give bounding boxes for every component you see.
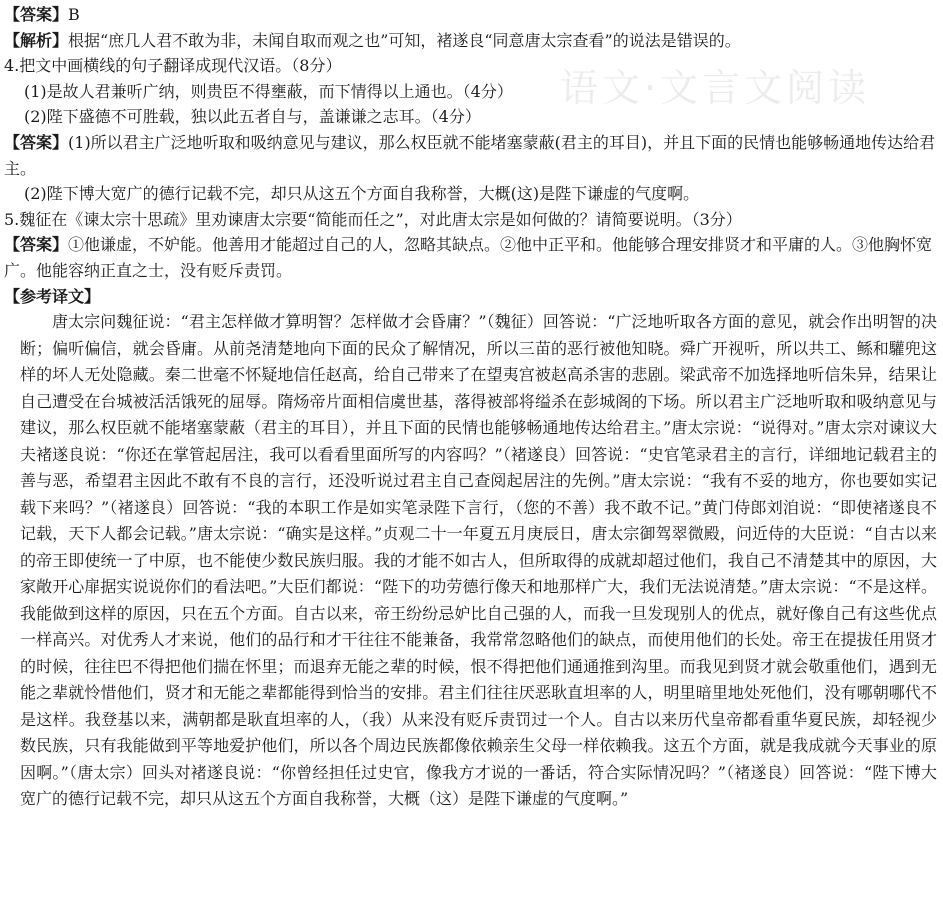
q4-item-1: (1)是故人君兼听广纳，则贵臣不得壅蔽，而下情得以上通也。（4分） (24, 81, 513, 101)
q3-answer-line (4, 2, 937, 28)
q4-question: 4.把文中画横线的句子翻译成现代汉语。（8分） (4, 56, 342, 76)
q4-answer-1-line (4, 130, 937, 181)
translation-heading (4, 284, 937, 310)
faded-header-watermark: 语文·文言文阅读 (560, 66, 871, 110)
q5-question: 5.魏征在《谏太宗十思疏》里劝谏唐太宗要“简能而任之”，对此唐太宗是如何做的？请简要说明。（3分） (4, 209, 742, 229)
translation-body: 唐太宗问魏征说：“君主怎样做才算明智？怎样做才会昏庸？”（魏征）回答说：“广泛地听取各方面的意见，就会作出明智的决断；偏听偏信，就会昏庸。从前尧清楚地向下面的民众了解情况，所以三苗的恶行被他知晓。舜广开视听，所以共工、鲧和驩兜这样的坏人无处隐藏。秦二世毫不怀疑地信任赵高，给自己带来了在望夷宫被赵高杀害的悲剧。梁武帝不加选择地听信朱异，结果让自己遭受在台城被活活饿死的屈辱。隋炀帝片面相信虞世基，落得被部将缢杀在彭城阁的下场。所以君主广泛地听取和吸纳意见与建议，那么权臣就不能堵塞蒙蔽（君主的耳目），并且下面的民情也能够畅通地传达给君主。”唐太宗说：“说得对。”唐太宗对谏议大夫褚遂良说：“你还在掌管起居注，我可以看看里面所写的内容吗？”（褚遂良）回答说：“史官笔录君主的言行，详细地记载君主的善与恶，希望君主因此不敢有不良的言行，还没听说过君主自己查阅起居注的先例。”唐太宗说：“我有不妥的地方，你也要如实记载下来吗？”（褚遂良）回答说：“我的本职工作是如实笔录陛下言行，（您的不善）我不敢不记。”黄门侍郎刘洎说：“即使褚遂良不记载，天下人都会记载。”唐太宗说：“确实是这样。”贞观二十一年夏五月庚辰日，唐太宗御驾翠微殿，问近侍的大臣说：“自古以来的帝王即使统一了中原，也不能使少数民族归服。我的才能不如古人，但所取得的成就却超过他们，我自己不清楚其中的原因，大家敞开心扉据实说说你们的看法吧。”大臣们都说：“陛下的功劳德行像天和地那样广大，我们无法说清楚。”唐太宗说：“不是这样。我能做到这样的原因，只在五个方面。自古以来，帝王纷纷忌妒比自己强的人，而我一旦发现别人的优点，就好像自己有这些优点一样高兴。对优秀人才来说，他们的品行和才干往往不能兼备，我常常忽略他们的缺点，而使用他们的长处。帝王在提拔任用贤才的时候，往往巴不得把他们揣在怀里；而退弃无能之辈的时候，恨不得把他们通通推到沟里。而我见到贤才就会敬重他们，遇到无能之辈就怜惜他们，贤才和无能之辈都能得到恰当的安排。君主们往往厌恶耿直坦率的人，明里暗里地处死他们，没有哪朝哪代不是这样。我登基以来，满朝都是耿直坦率的人，（我）从来没有贬斥责罚过一个人。自古以来历代皇帝都看重华夏民族，却轻视少数民族，只有我能做到平等地爱护他们，所以各个周边民族都像依赖亲生父母一样依赖我。这五个方面，就是我成就今天事业的原因啊。”（唐太宗）回头对褚遂良说：“你曾经担任过史官，像我方才说的一番话，符合实际情况吗？”（褚遂良）回答说：“陛下博大宽广的德行记载不完，却只从这五个方面自我称誉，大概（这）是陛下谦虚的气度啊。” (20, 312, 937, 809)
answer-tag: 【答案】 (4, 132, 69, 152)
q3-analysis: 根据“庶几人君不敢为非，未闻自取而观之也”可知，褚遂良“同意唐太宗查看”的说法是错误的。 (68, 30, 741, 50)
analysis-tag: 【解析】 (4, 30, 69, 50)
q3-answer: B (68, 5, 80, 24)
answer-tag: 【答案】 (4, 235, 69, 255)
q5-answer: ①他谦虚，不妒能。他善用才能超过自己的人，忽略其缺点。②他中正平和。他能够合理安排贤才和平庸的人。③他胸怀宽广。他能容纳正直之士，没有贬斥责罚。 (4, 235, 933, 280)
q4-item-2: (2)陛下盛德不可胜载，独以此五者自与，盖谦谦之志耳。（4分） (24, 107, 481, 127)
answer-tag: 【答案】 (4, 5, 69, 24)
translation-tag: 【参考译文】 (4, 286, 101, 306)
q4-answer-2: (2)陛下博大宽广的德行记载不完，却只从这五个方面自我称誉，大概(这)是陛下谦虚的气度啊。 (24, 184, 700, 204)
q4-answer-1: (1)所以君主广泛地听取和吸纳意见与建议，那么权臣就不能堵塞蒙蔽(君主的耳目)，并且下面的民情也能够畅通地传达给君主。 (4, 132, 936, 178)
q3-analysis-line (4, 28, 937, 54)
q5-answer-line (4, 232, 937, 283)
